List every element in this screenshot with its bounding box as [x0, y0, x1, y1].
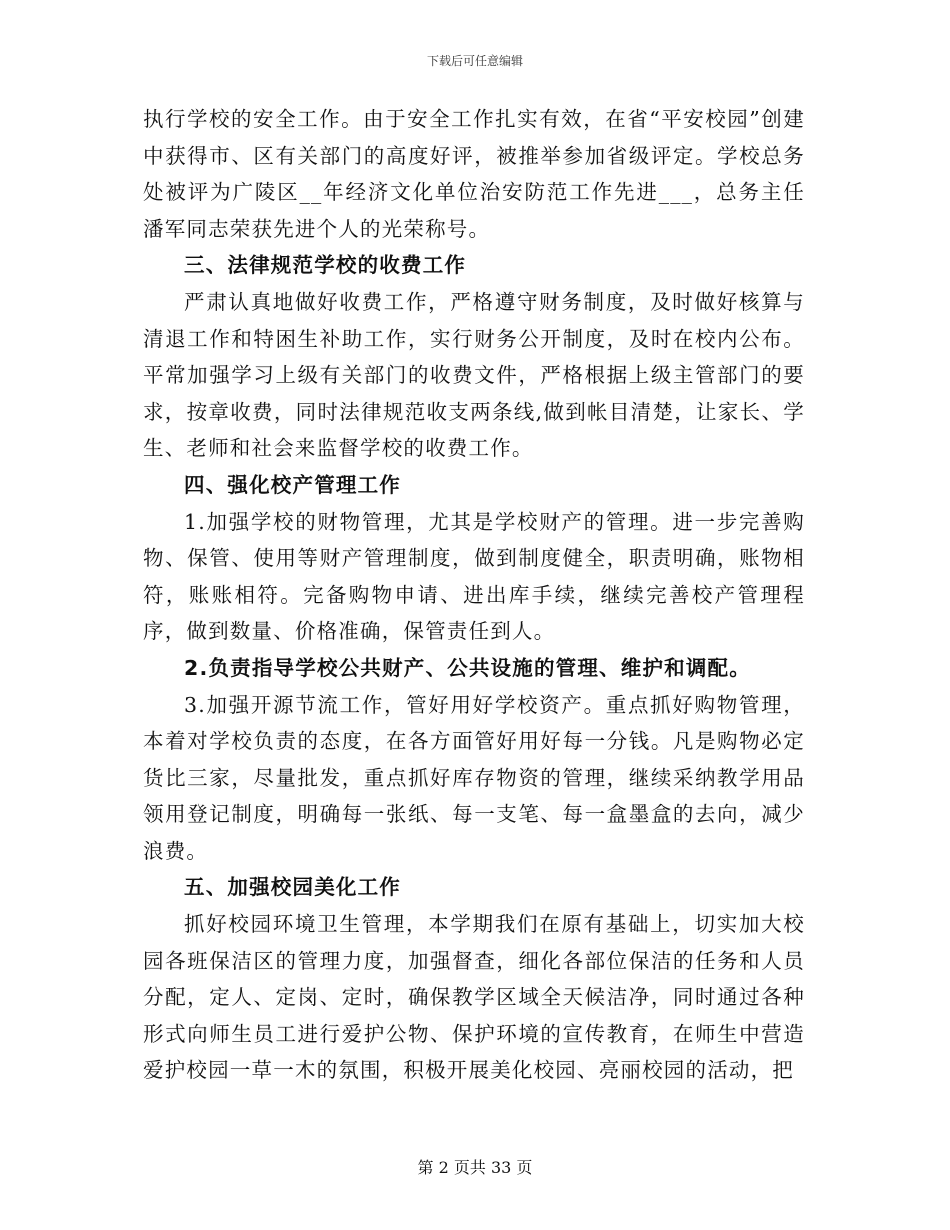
paragraph-safety-work: 执行学校的安全工作。由于安全工作扎实有效，在省“平安校园”创建中获得市、区有关部门的高度好评，被推举参加省级评定。学校总务处被评为广陵区__年经济文化单位治安防范工作先进___，总务主任潘军同志荣获先进个人的光荣称号。: [143, 107, 805, 241]
document-body: [143, 101, 805, 1089]
paragraph-property-2: 2.负责指导学校公共财产、公共设施的管理、维护和调配。: [184, 655, 751, 680]
paragraph-campus: 抓好校园环境卫生管理，本学期我们在原有基础上，切实加大校园各班保洁区的管理力度，加强督查，细化各部位保洁的任务和人员分配，定人、定岗、定时，确保教学区域全天候洁净，同时通过各种形式向师生员工进行爱护公物、保护环境的宣传教育，在师生中营造爱护校园一草一木的氛围，积极开展美化校园、亮丽校园的活动，把: [143, 912, 805, 1083]
section-heading-property: 四、强化校产管理工作: [184, 472, 401, 497]
page-number: 第 2 页共 33 页: [417, 1158, 533, 1177]
page-header: 下载后可任意编辑: [426, 54, 523, 68]
section-heading-fees: 三、法律规范学校的收费工作: [184, 253, 467, 278]
paragraph-property-3: 3.加强开源节流工作，管好用好学校资产。重点抓好购物管理，本着对学校负责的态度，在各方面管好用好每一分钱。凡是购物必定货比三家，尽量批发，重点抓好库存物资的管理，继续采纳教学用品领用登记制度，明确每一张纸、每一支笔、每一盒墨盒的去向，减少浪费。: [143, 692, 805, 863]
paragraph-property-1: 1.加强学校的财物管理，尤其是学校财产的管理。进一步完善购物、保管、使用等财产管理制度，做到制度健全，职责明确，账物相符，账账相符。完备购物申请、进出库手续，继续完善校产管理程序，做到数量、价格准确，保管责任到人。: [143, 509, 805, 644]
paragraph-fees: 严肃认真地做好收费工作，严格遵守财务制度，及时做好核算与清退工作和特困生补助工作，实行财务公开制度，及时在校内公布。平常加强学习上级有关部门的收费文件，严格根据上级主管部门的要求，按章收费，同时法律规范收支两条线,做到帐目清楚，让家长、学生、老师和社会来监督学校的收费工作。: [143, 289, 805, 461]
section-heading-campus: 五、加强校园美化工作: [184, 875, 401, 900]
